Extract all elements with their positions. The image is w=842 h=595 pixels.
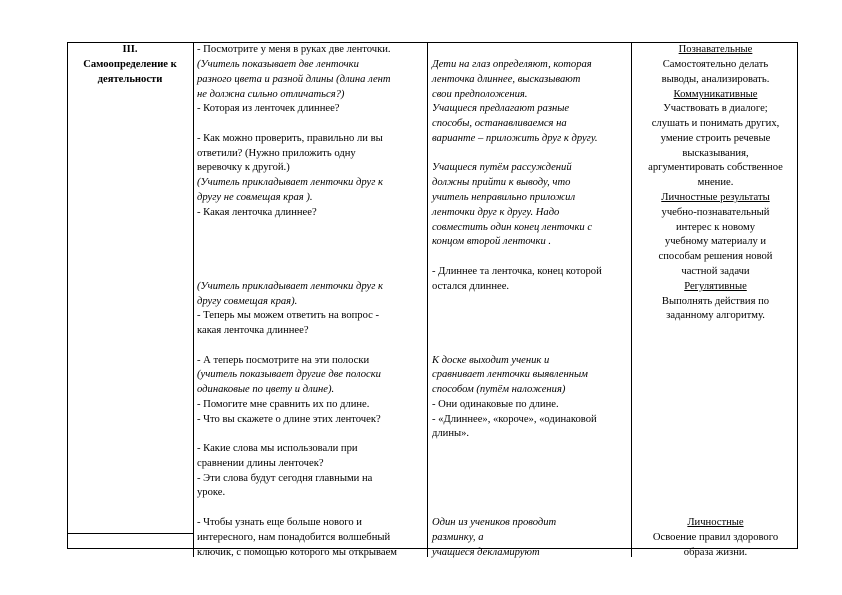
outcome-line: образа жизни. xyxy=(683,547,748,558)
teacher-line: (учитель показывает другие две полоски xyxy=(197,369,381,380)
outcome-line: умение строить речевые xyxy=(660,133,771,144)
outcome-line: выводы, анализировать. xyxy=(661,74,770,85)
student-line: способы, останавливаемся на xyxy=(432,118,567,129)
teacher-line: - Посмотрите у меня в руках две ленточки. xyxy=(197,44,391,55)
teacher-line: - Которая из ленточек длиннее? xyxy=(197,103,340,114)
stage-name-line2: деятельности xyxy=(97,73,163,85)
teacher-line: другу совмещая края). xyxy=(197,296,298,307)
stage-number: III. xyxy=(122,44,138,55)
outcome-line: Коммуникативные xyxy=(673,89,758,100)
teacher-line: не должна сильно отличаться?) xyxy=(197,89,345,100)
teacher-line: - Теперь мы можем ответить на вопрос - xyxy=(197,310,380,321)
table-row-divider xyxy=(67,533,193,534)
outcome-line: частной задачи xyxy=(681,266,750,277)
teacher-line: другу не совмещая края ). xyxy=(197,192,313,203)
teacher-line: - Как можно проверить, правильно ли вы xyxy=(197,133,383,144)
teacher-line: ключик, с помощью которого мы открываем xyxy=(197,547,398,558)
teacher-line: веревочку к другой.) xyxy=(197,162,290,173)
student-line: Один из учеников проводит xyxy=(432,517,557,528)
teacher-line: - Помогите мне сравнить их по длине. xyxy=(197,399,370,410)
student-line: длины». xyxy=(432,428,470,439)
column-divider-2 xyxy=(427,42,428,557)
outcome-line: Самостоятельно делать xyxy=(662,59,769,70)
student-line: Учащиеся предлагают разные xyxy=(432,103,570,114)
stage-name-line1: Самоопределение к xyxy=(83,58,177,70)
outcome-line: Личностные xyxy=(687,517,744,528)
student-line: - Длиннее та ленточка, конец которой xyxy=(432,266,602,277)
teacher-line: - Чтобы узнать еще больше нового и xyxy=(197,517,362,528)
column-divider-1 xyxy=(193,42,194,557)
teacher-line: сравнении длины ленточек? xyxy=(197,458,324,469)
student-line: остался длиннее. xyxy=(432,281,510,292)
student-line: свои предположения. xyxy=(432,89,528,100)
teacher-line: ответили? (Нужно приложить одну xyxy=(197,148,356,159)
teacher-line: - Какая ленточка длиннее? xyxy=(197,207,317,218)
outcome-line: Личностные результаты xyxy=(661,192,770,203)
student-line: Дети на глаз определяют, которая xyxy=(432,59,592,70)
outcome-line: Регулятивные xyxy=(684,281,747,292)
student-line: совместить один конец ленточки с xyxy=(432,222,593,233)
outcome-line: способам решения новой xyxy=(658,251,773,262)
student-line: - Они одинаковые по длине. xyxy=(432,399,559,410)
outcome-line: интерес к новому xyxy=(675,222,756,233)
student-line: разминку, а xyxy=(432,532,484,543)
student-line: сравнивает ленточки выявленным xyxy=(432,369,588,380)
teacher-line: интересного, нам понадобится волшебный xyxy=(197,532,391,543)
outcome-line: мнение. xyxy=(697,177,734,188)
teacher-line: - Что вы скажете о длине этих ленточек? xyxy=(197,414,381,425)
teacher-line: - Эти слова будут сегодня главными на xyxy=(197,473,373,484)
outcome-line: Познавательные xyxy=(678,44,753,55)
student-line: концом второй ленточки . xyxy=(432,236,552,247)
teacher-line: - Какие слова мы использовали при xyxy=(197,443,358,454)
outcome-line: учебно-познавательный xyxy=(661,207,770,218)
outcome-line: Выполнять действия по xyxy=(661,296,770,307)
outcome-line: заданному алгоритму. xyxy=(666,310,765,321)
student-line: ленточки друг к другу. Надо xyxy=(432,207,560,218)
outcome-line: высказывания, xyxy=(682,148,749,159)
teacher-line: (Учитель показывает две ленточки xyxy=(197,59,359,70)
outcome-line: Участвовать в диалоге; xyxy=(663,103,768,114)
student-line: - «Длиннее», «короче», «одинаковой xyxy=(432,414,597,425)
teacher-line: одинаковые по цвету и длине). xyxy=(197,384,335,395)
teacher-line: уроке. xyxy=(197,487,226,498)
teacher-line: (Учитель прикладывает ленточки друг к xyxy=(197,281,383,292)
teacher-line: разного цвета и разной длины (длина лент xyxy=(197,74,391,85)
outcome-line: учебному материалу и xyxy=(664,236,767,247)
teacher-line: какая ленточка длиннее? xyxy=(197,325,309,336)
student-line: учащиеся декламируют xyxy=(432,547,540,558)
outcome-line: Освоение правил здорового xyxy=(652,532,779,543)
column-divider-3 xyxy=(631,42,632,557)
student-line: должны прийти к выводу, что xyxy=(432,177,571,188)
table-left-border xyxy=(67,42,68,549)
student-line: способом (путём наложения) xyxy=(432,384,566,395)
stage-cell xyxy=(67,43,193,88)
teacher-line: - А теперь посмотрите на эти полоски xyxy=(197,355,370,366)
outcome-line: аргументировать собственное xyxy=(648,162,783,173)
student-line: учитель неправильно приложил xyxy=(432,192,576,203)
student-line: К доске выходит ученик и xyxy=(432,355,550,366)
student-line: Учащиеся путём рассуждений xyxy=(432,162,572,173)
student-line: варианте – приложить друг к другу. xyxy=(432,133,598,144)
teacher-line: (Учитель прикладывает ленточки друг к xyxy=(197,177,383,188)
outcome-line: слушать и понимать других, xyxy=(651,118,780,129)
student-line: ленточка длиннее, высказывают xyxy=(432,74,581,85)
